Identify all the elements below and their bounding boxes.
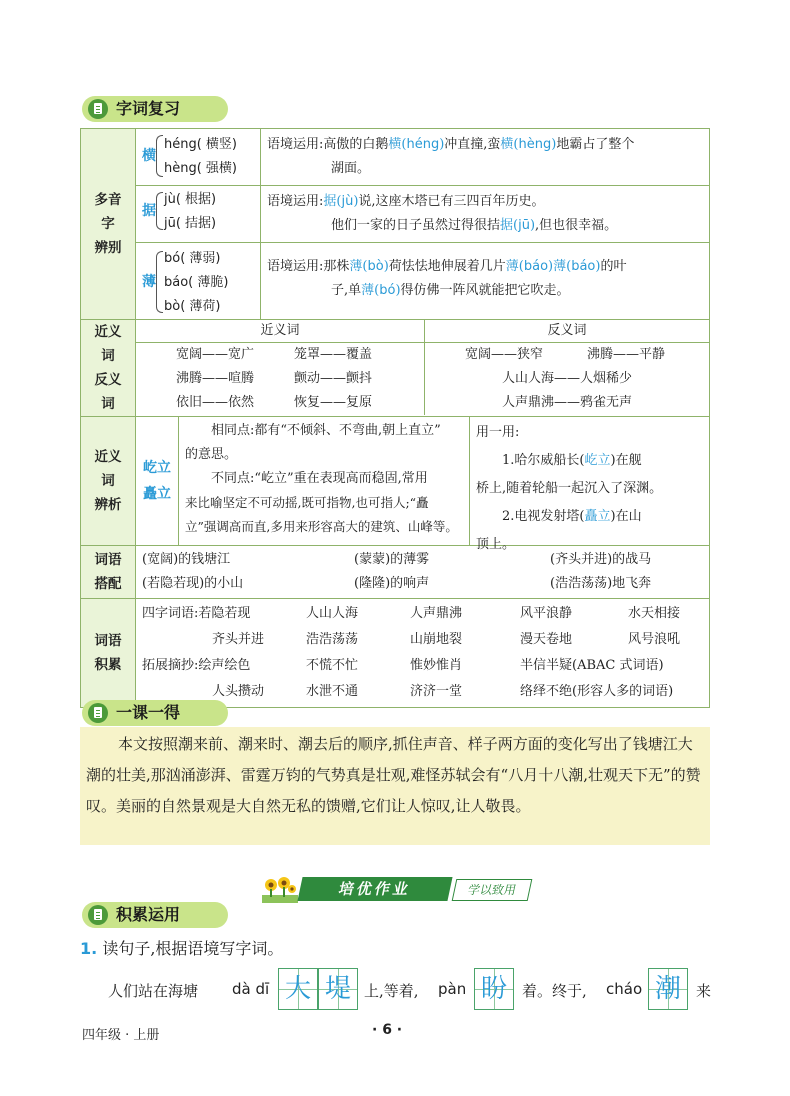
collocation: (宽阔)的钱塘江 (142, 552, 231, 567)
question-text: 读句子,根据语境写字词。 (102, 939, 284, 958)
summary-box (80, 727, 710, 845)
collocation: (蒙蒙)的薄雾 (354, 552, 430, 567)
summary-text: 本文按照潮来前、潮来时、潮去后的顺序,抓住声音、样子两方面的变化写出了钱塘江大潮的壮美,那汹涌澎湃、雷霆万钧的气势真是壮观,难怪苏轼会有“八月十八潮,壮观天下无”的赞叹。美丽的自然景观是大自然无私的馈赠,它们让人惊叹,让人敬畏。 (86, 735, 701, 815)
page-number: · 6 · (372, 1022, 403, 1038)
reading: bó( 薄弱) (164, 251, 221, 266)
jilei-cell (136, 599, 710, 708)
banner-title: 培优作业 (297, 877, 452, 901)
idiom: 山崩地裂 (410, 632, 463, 647)
tianzige-box[interactable]: 堤 (318, 968, 358, 1010)
sentence-part: 人们站在海塘 (108, 982, 199, 1000)
question-number: 1. (80, 939, 98, 958)
word-yili: 屹立 (143, 460, 171, 476)
explanation-line: 的意思。 (185, 447, 238, 462)
idiom: 四字词语:若隐若现 (142, 606, 251, 621)
review-table (80, 128, 710, 708)
reading: bò( 薄荷) (164, 299, 221, 314)
word-chuli: 矗立 (143, 486, 171, 502)
explanation-line: 不同点:“屹立”重在表现高而稳固,常用 (211, 471, 428, 486)
idiom: 拓展摘抄:绘声绘色 (142, 658, 251, 673)
idiom: 不慌不忙 (306, 658, 359, 673)
collocation: (若隐若现)的小山 (142, 576, 244, 591)
idiom: 人头攒动 (212, 684, 265, 699)
idiom: 浩浩荡荡 (306, 632, 359, 647)
usage-title: 用一用: (476, 425, 520, 440)
poly-readings-2 (136, 186, 261, 243)
reading: hèng( 强横) (164, 161, 238, 176)
poly-sentence-2: 语境运用:据(jù)说,这座木塔已有三四百年历史。 他们一家的日子虽然过得很拮据(jū),但也很幸福。 (261, 186, 710, 243)
synonym-pair: 依旧——依然 (176, 395, 255, 410)
synonym-pair: 笼罩——覆盖 (294, 347, 373, 362)
document-icon (88, 905, 108, 925)
tianzige-box[interactable]: 大 (278, 968, 318, 1010)
row-label-bianxi: 近义词 辨析 (81, 417, 136, 546)
section-title: 一课一得 (116, 703, 181, 722)
antonym-pair: 宽阔——狭窄 (465, 347, 544, 362)
idiom: 齐头并进 (212, 632, 265, 647)
sentence-part: 着。终于, (522, 982, 587, 1000)
section-title: 积累运用 (116, 905, 181, 924)
synonym-header: 近义词 (136, 320, 424, 343)
explanation-line: 相同点:都有“不倾斜、不弯曲,朝上直立” (211, 423, 441, 438)
idiom: 风平浪静 (520, 606, 573, 621)
idiom: 络绎不绝(形容人多的词语) (520, 684, 674, 699)
idiom: 惟妙惟肖 (410, 658, 463, 673)
question-1-line (108, 968, 718, 1016)
sentence-part: 来 (696, 982, 712, 1000)
idiom: 人声鼎沸 (410, 606, 463, 621)
poly-char: 据 (142, 203, 156, 219)
poly-readings-3 (136, 243, 261, 320)
bianxi-cell (136, 417, 710, 552)
sentence-part: 上,等着, (364, 982, 419, 1000)
collocation: (隆隆)的响声 (354, 576, 430, 591)
synonym-pair: 沸腾——喧腾 (176, 371, 255, 386)
poly-readings-1 (136, 129, 261, 186)
idiom: 水天相接 (628, 606, 681, 621)
tianzige-box[interactable]: 盼 (474, 968, 514, 1010)
idiom: 济济一堂 (410, 684, 463, 699)
explanation-line: 立”强调高而直,多用来形容高大的建筑、山峰等。 (185, 519, 458, 534)
antonym-header: 反义词 (425, 320, 709, 343)
antonym-pair: 人山人海——人烟稀少 (501, 371, 632, 386)
bianxi-words (136, 417, 179, 545)
footer-grade: 四年级 · 上册 (82, 1028, 160, 1043)
poly-sentence-3: 语境运用:那株薄(bò)荷怯怯地伸展着几片薄(báo)薄(báo)的叶 子,单薄(bó)得仿佛一阵风就能把它吹走。 (261, 243, 710, 320)
reading: jū( 拮据) (164, 216, 217, 231)
row-label-jilei: 词语 积累 (81, 599, 136, 708)
reading: báo( 薄脆) (164, 275, 229, 290)
collocation: (浩浩荡荡)地飞奔 (550, 576, 652, 591)
idiom: 漫天卷地 (520, 632, 573, 647)
banner-subtitle: 学以致用 (452, 879, 533, 901)
poly-char: 横 (142, 148, 156, 164)
row-label-synant: 近义词 反义词 (81, 320, 136, 417)
bianxi-usage: 用一用: 1.哈尔威船长(屹立)在舰 桥上,随着轮船一起沉入了深渊。 2.电视发射塔(矗立)在山 顶上。 (470, 417, 709, 545)
homework-banner (262, 875, 532, 903)
antonym-pair: 沸腾——平静 (587, 347, 666, 362)
usage-line: 桥上,随着轮船一起沉入了深渊。 (476, 481, 663, 496)
poly-char: 薄 (142, 274, 156, 290)
brace-icon (156, 192, 163, 230)
document-icon (88, 99, 108, 119)
pinyin: dà dī (232, 980, 270, 998)
row-label-poly: 多音字 辨别 (81, 129, 136, 320)
pinyin: pàn (438, 980, 467, 998)
synant-cell (136, 320, 710, 417)
answer-chuli: 矗立 (584, 509, 611, 524)
section-title: 字词复习 (116, 99, 181, 118)
tianzige-box[interactable]: 潮 (648, 968, 688, 1010)
synonym-pair: 恢复——复原 (294, 395, 373, 410)
idiom: 风号浪吼 (628, 632, 681, 647)
section-header-review (82, 96, 228, 122)
bianxi-explanation (179, 417, 470, 545)
poly-sentence-1: 语境运用:高傲的白鹅横(héng)冲直撞,蛮横(hèng)地霸占了整个 湖面。 (261, 129, 710, 186)
reading: jù( 根据) (164, 192, 217, 207)
section-header-practice (82, 902, 228, 928)
usage-line: 顶上。 (476, 537, 516, 552)
pinyin: cháo (606, 980, 643, 998)
document-icon (88, 703, 108, 723)
idiom: 半信半疑(ABAC 式词语) (520, 658, 664, 673)
idiom: 人山人海 (306, 606, 359, 621)
dapei-cell (136, 546, 710, 599)
question-1 (80, 936, 283, 959)
reading: héng( 横竖) (164, 137, 238, 152)
synonym-panel (136, 320, 425, 415)
section-header-takeaway (82, 700, 228, 726)
row-label-dapei: 词语 搭配 (81, 546, 136, 599)
explanation-line: 来比喻坚定不可动摇,既可指物,也可指人;“矗 (185, 495, 429, 510)
synonym-pair: 宽阔——宽广 (176, 347, 255, 362)
brace-icon (156, 135, 163, 177)
collocation: (齐头并进)的战马 (550, 552, 652, 567)
synonym-pair: 颤动——颤抖 (294, 371, 373, 386)
antonym-pair: 人声鼎沸——鸦雀无声 (501, 395, 632, 410)
brace-icon (156, 251, 163, 313)
idiom: 水泄不通 (306, 684, 359, 699)
sunflower-icon (262, 875, 298, 903)
answer-yili: 屹立 (584, 453, 611, 468)
antonym-panel (425, 320, 709, 415)
